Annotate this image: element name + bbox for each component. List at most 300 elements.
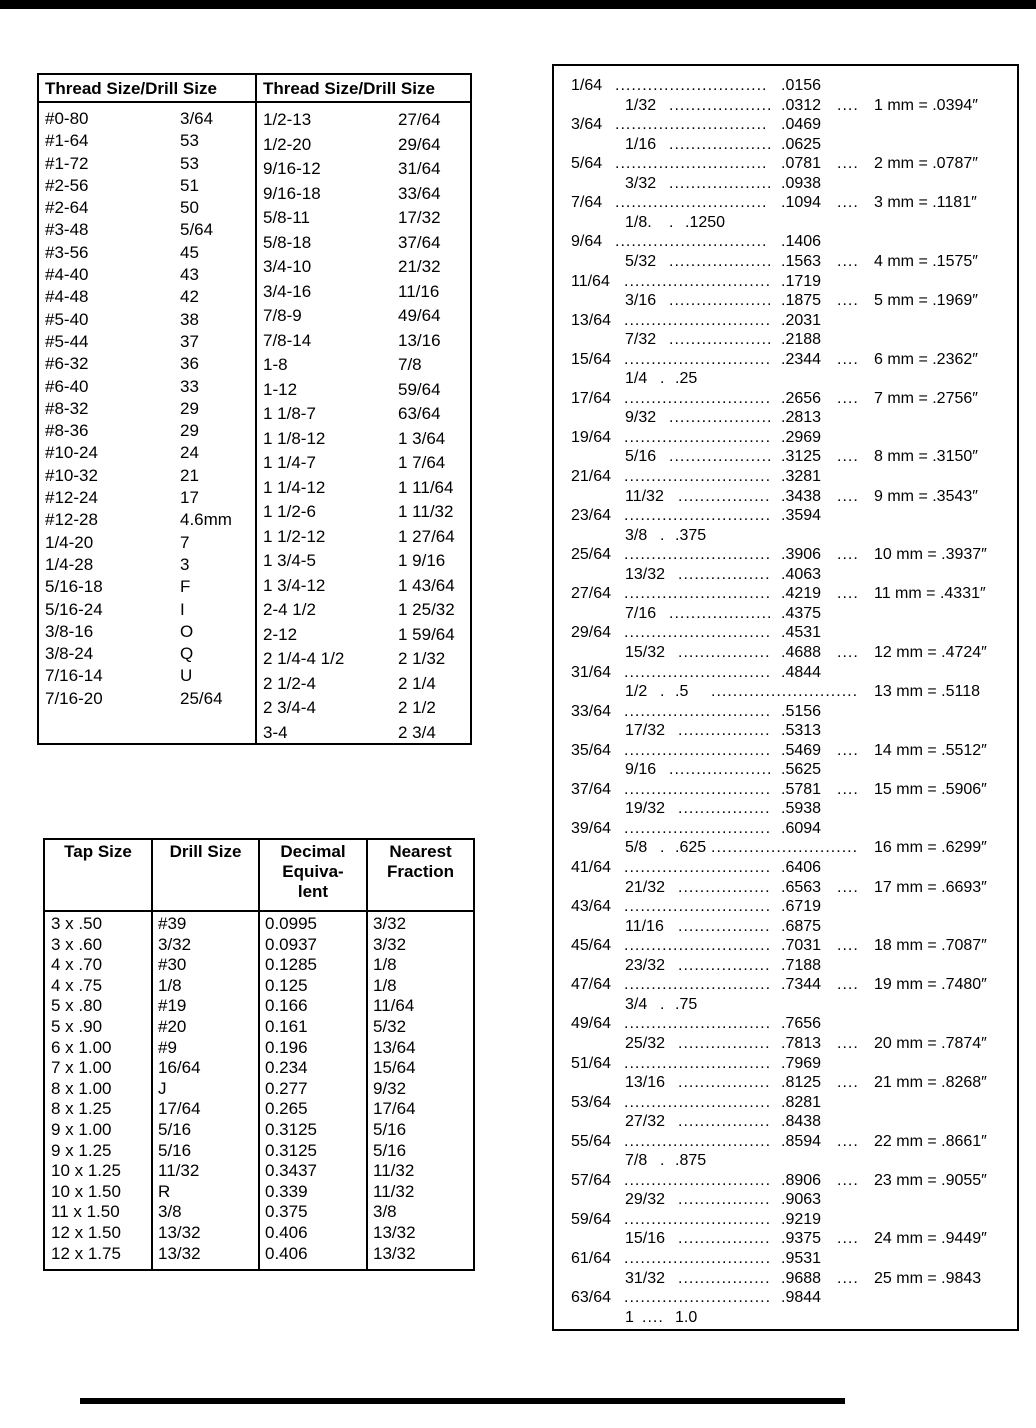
fraction-label: 23/64 [571,507,612,525]
dot-leader: ........................... [624,702,772,720]
thread-size-cell: 2 1/2-4 [263,673,316,693]
decimal-row [554,272,1019,292]
dot-leader: ................... [669,135,773,153]
decimal-row [554,838,1019,858]
thread-size-cell: #12-24 [45,488,98,508]
decimal-row [554,1249,1019,1269]
thread-size-cell: #4-40 [45,265,89,285]
decimal-value: .8281 [781,1093,822,1111]
dot-leader: ............................ [615,77,768,94]
fraction-label: 9/16 [625,761,657,779]
fraction-label: 1/4 [625,370,648,388]
fraction-label: 3/32 [625,174,657,192]
dot-leader: ........................... [624,780,772,798]
decimal-value: .375 [675,526,707,544]
thread-size-cell: 1 3/4-12 [263,575,326,595]
thread-drill-table [37,73,472,745]
decimal-value: .9219 [781,1210,822,1228]
tap-size-cell: 4 x .70 [51,955,103,975]
decimal-row [554,819,1019,839]
fraction-label: 3/16 [625,292,657,310]
metric-equivalent: 23 mm = .9055″ [874,1171,987,1189]
metric-equivalent: 20 mm = .7874″ [874,1034,987,1052]
fraction-label: 13/16 [625,1074,666,1092]
decimal-row [554,506,1019,526]
drill-size-cell: 21/32 [398,257,441,276]
decimal-equivalent-cell: 0.196 [265,1037,308,1057]
decimal-value: .5156 [781,702,822,720]
decimal-row [554,526,1019,546]
top-rule [0,0,1036,9]
decimal-value: .6719 [781,898,822,916]
thread-size-cell: 7/8-9 [263,306,302,325]
decimal-row [554,1308,1019,1328]
fraction-label: 17/32 [625,722,666,740]
thread-size-cell: 2-12 [263,624,298,644]
decimal-value: .1563 [781,252,822,270]
drill-size-cell: 1 9/16 [398,551,446,570]
fraction-label: 5/64 [571,155,603,173]
decimal-value: .5781 [781,780,822,798]
metric-equivalent: 8 mm = .3150″ [874,448,978,466]
decimal-row [554,643,1019,663]
dot-leader: ................. [678,1191,771,1209]
metric-equivalent: 6 mm = .2362″ [874,350,978,368]
decimal-row [554,858,1019,878]
thread-size-cell: #3-56 [45,242,89,262]
fraction-label: 1/16 [625,135,657,153]
fraction-label: 5/32 [625,252,657,270]
drill-size-cell: 25/64 [180,688,223,708]
tap-size-cell: 9 x 1.25 [51,1140,112,1160]
dot-leader: ................. [678,565,771,583]
drill-size-cell: O [180,621,194,641]
nearest-fraction-cell: 3/32 [373,914,407,933]
metric-equivalent: 25 mm = .9843 [874,1269,982,1287]
decimal-value: .4844 [781,663,822,681]
dot-leader: . [660,370,666,388]
decimal-row [554,584,1019,604]
decimal-row [554,1151,1019,1171]
dot-leader: ........................... [624,898,772,916]
decimal-row [554,1132,1019,1152]
fraction-label: 5/16 [625,448,657,466]
tap-size-cell: 7 x 1.00 [51,1058,112,1078]
decimal-value: .2813 [781,409,822,427]
dot-leader: ........................... [624,1210,772,1228]
drill-size-cell: 36 [180,354,199,374]
decimal-row [554,1034,1019,1054]
decimal-row [554,174,1019,194]
metric-equivalent: 18 mm = .7087″ [874,937,987,955]
dot-leader: ................. [678,722,771,740]
fraction-label: 35/64 [571,741,612,759]
thread-size-cell: 1/4-28 [45,554,94,574]
decimal-row [554,428,1019,448]
decimal-row [554,76,1019,96]
drill-size-cell: 1/8 [158,975,182,995]
drill-size-cell: 27/64 [398,110,441,129]
dot-leader: ............................ [615,116,768,134]
drill-size-cell: 37/64 [398,232,441,252]
drill-size-cell: 59/64 [398,379,441,399]
column-divider [258,840,260,1269]
decimal-row [554,1112,1019,1132]
bottom-rule [80,1398,845,1404]
drill-size-cell: 33 [180,376,199,396]
nearest-fraction-cell: 5/16 [373,1119,407,1139]
decimal-equivalent-cell: 0.3125 [265,1119,317,1139]
fraction-label: 49/64 [571,1015,612,1033]
drill-size-cell: 17/32 [398,208,441,227]
decimal-value: .8125 [781,1074,822,1092]
drill-size-cell: 1 11/32 [398,502,454,521]
decimal-value: .0781 [781,155,822,173]
header-decimal-equivalent [260,842,366,902]
dot-leader: ........................... [624,1289,772,1307]
decimal-value: .625 [675,839,707,857]
drill-size-cell: 17 [180,488,199,508]
decimal-equivalent-cell: 0.265 [265,1099,308,1119]
tap-size-cell: 3 x .50 [51,914,103,933]
drill-size-cell: 7/8 [398,355,422,374]
fraction-label: 27/32 [625,1113,666,1131]
decimal-equivalent-cell: 0.0937 [265,934,317,954]
decimal-value: .9375 [781,1230,822,1248]
thread-size-cell: 5/16-24 [45,599,103,619]
drill-size-cell: 53 [180,153,199,173]
dot-leader: . [660,1152,666,1170]
decimal-row [554,369,1019,389]
dot-leader: ................... [669,409,773,427]
thread-size-cell: 1 1/8-7 [263,404,316,423]
decimal-value: .1250 [685,213,726,231]
metric-tap-table [43,838,475,1271]
decimal-row [554,193,1019,213]
dot-leader: ................... [669,252,773,270]
nearest-fraction-cell: 5/16 [373,1140,407,1160]
fraction-label: 13/64 [571,311,612,329]
thread-size-cell: #12-28 [45,510,98,530]
fraction-label: 23/32 [625,956,666,974]
dot-leader: ................... [669,174,773,192]
drill-size-cell: 3/64 [180,109,214,128]
drill-size-cell: R [158,1181,171,1201]
fraction-label: 13/32 [625,565,666,583]
fraction-label: 3/64 [571,116,603,134]
thread-size-cell: #8-36 [45,421,89,441]
decimal-row [554,1054,1019,1074]
decimal-row [554,1093,1019,1113]
fraction-label: 51/64 [571,1054,612,1072]
header-line: Decimal [280,842,346,861]
fraction-label: 21/32 [625,878,666,896]
decimal-row [554,663,1019,683]
tap-size-cell: 12 x 1.75 [51,1243,121,1263]
fraction-label: 17/64 [571,389,612,407]
decimal-value: .75 [675,995,698,1013]
dot-leader: ........................... [624,428,772,446]
thread-size-cell: #1-72 [45,153,89,173]
fraction-label: 1/2 [625,683,648,701]
decimal-row [554,467,1019,487]
fraction-label: 1/64 [571,77,603,94]
decimal-equivalent-cell: 0.375 [265,1202,308,1222]
nearest-fraction-cell: 17/64 [373,1099,416,1119]
decimal-row [554,565,1019,585]
dot-leader: .... [837,585,859,603]
decimal-value: .3281 [781,468,822,485]
drill-size-cell: 33/64 [398,183,441,203]
dot-leader: ................. [678,643,771,661]
fraction-label: 55/64 [571,1132,612,1150]
decimal-row [554,1229,1019,1249]
decimal-value: .6875 [781,917,822,935]
drill-size-cell: 5/64 [180,220,214,240]
metric-equivalent: 22 mm = .8661″ [874,1132,987,1150]
decimal-row [554,760,1019,780]
fraction-label: 1 [625,1308,634,1326]
decimal-value: .2188 [781,331,822,349]
decimal-row [554,897,1019,917]
decimal-value: .6094 [781,819,822,837]
metric-equivalent: 2 mm = .0787″ [874,155,978,173]
dot-leader: ........................... [711,839,859,857]
tap-size-cell: 5 x .90 [51,1016,103,1036]
decimal-row [554,213,1019,233]
decimal-value: .3906 [781,546,822,564]
drill-size-column-right [398,108,455,745]
decimal-equivalent-column [265,914,317,1264]
drill-size-cell: 7 [180,532,190,552]
dot-leader: ........................... [624,468,772,485]
decimal-equivalent-cell: 0.0995 [265,914,317,933]
decimal-row [554,115,1019,135]
dot-leader: ................. [678,1230,771,1248]
fraction-label: 19/64 [571,428,612,446]
fraction-label: 41/64 [571,859,612,876]
dot-leader: ........................... [624,1054,772,1072]
drill-size-cell: 3/32 [158,934,192,954]
metric-equivalent: 15 mm = .5906″ [874,780,987,798]
decimal-equivalent-chart [552,64,1019,1331]
drill-size-cell: 5/16 [158,1140,192,1160]
metric-equivalent: 12 mm = .4724″ [874,643,987,661]
tap-size-cell: 6 x 1.00 [51,1037,112,1057]
fraction-label: 19/32 [625,800,666,818]
decimal-row [554,604,1019,624]
decimal-value: .5 [675,683,689,701]
dot-leader: ............................ [615,155,768,173]
thread-size-cell: 1 1/2-12 [263,526,326,546]
dot-leader: .... [837,878,859,896]
nearest-fraction-cell: 13/32 [373,1222,416,1242]
fraction-label: 15/16 [625,1230,666,1248]
decimal-value: .4219 [781,585,822,603]
thread-size-cell: 1/2-13 [263,110,312,129]
dot-leader: .... [837,1034,859,1052]
thread-size-cell: 1/4-20 [45,532,94,552]
fraction-label: 43/64 [571,898,612,916]
header-tap-size [45,842,151,862]
decimal-row [554,1190,1019,1210]
dot-leader: .... [837,1230,859,1248]
decimal-value: .4375 [781,604,822,622]
dot-leader: .... [837,741,859,759]
metric-equivalent: 14 mm = .5512″ [874,741,987,759]
thread-table-header-left: Thread Size/Drill Size [39,75,255,103]
dot-leader: ................... [669,604,773,622]
drill-size-cell: 2 1/4 [398,673,436,693]
drill-size-cell: 13/32 [158,1243,201,1263]
decimal-row [554,995,1019,1015]
dot-leader: ................. [678,1113,771,1131]
thread-size-cell: #8-32 [45,398,89,418]
decimal-value: .6563 [781,878,822,896]
dot-leader: .... [837,1074,859,1092]
decimal-row [554,799,1019,819]
nearest-fraction-cell: 15/64 [373,1058,416,1078]
decimal-row [554,1073,1019,1093]
thread-size-cell: #5-44 [45,331,89,351]
decimal-equivalent-cell: 0.1285 [265,955,317,975]
fraction-label: 25/32 [625,1034,666,1052]
decimal-value: .7969 [781,1054,822,1072]
decimal-row [554,1171,1019,1191]
tap-size-cell: 5 x .80 [51,996,103,1016]
dot-leader: .... [837,96,859,114]
decimal-value: .7188 [781,956,822,974]
drill-size-cell: 51 [180,175,199,195]
drill-size-cell: 4.6mm [180,510,232,530]
thread-size-cell: #1-64 [45,131,89,151]
dot-leader: .... [837,1269,859,1287]
dot-leader: ........................... [624,663,772,681]
decimal-row [554,917,1019,937]
nearest-fraction-cell: 5/32 [373,1016,407,1036]
fraction-label: 29/32 [625,1191,666,1209]
decimal-value: .7344 [781,976,822,994]
nearest-fraction-cell: 11/64 [373,996,415,1016]
fraction-label: 15/32 [625,643,666,661]
header-line: Nearest [389,842,452,861]
decimal-row [554,1288,1019,1308]
thread-size-cell: 7/16-20 [45,688,103,708]
decimal-row [554,311,1019,331]
thread-size-cell: 1 1/4-7 [263,453,316,472]
decimal-equivalent-cell: 0.277 [265,1078,308,1098]
fraction-label: 47/64 [571,976,612,994]
decimal-value: .7656 [781,1015,822,1033]
drill-size-cell: 13/32 [158,1222,201,1242]
drill-size-cell: 2 1/2 [398,698,436,717]
thread-size-cell: 7/16-14 [45,666,103,686]
metric-equivalent: 3 mm = .1181″ [874,194,977,212]
decimal-equivalent-cell: 0.166 [265,996,308,1016]
decimal-value: .0156 [781,77,822,94]
metric-equivalent: 11 mm = .4331″ [874,585,986,603]
fraction-label: 31/32 [625,1269,666,1287]
drill-size-cell: 2 3/4 [398,722,436,742]
nearest-fraction-cell: 13/32 [373,1243,416,1263]
dot-leader: .... [837,194,859,212]
dot-leader: ........................... [624,819,772,837]
dot-leader: ........................... [624,507,772,525]
decimal-row [554,623,1019,643]
drill-size-cell: 63/64 [398,404,441,423]
drill-size-cell: 3 [180,554,190,574]
decimal-value: .3125 [781,448,822,466]
metric-equivalent: 10 mm = .3937″ [874,546,987,564]
tap-size-cell: 8 x 1.25 [51,1099,112,1119]
dot-leader: ........................... [711,683,859,701]
drill-size-cell: 38 [180,309,199,329]
dot-leader: ................. [678,1269,771,1287]
decimal-value: .0312 [781,96,822,114]
fraction-label: 5/8 [625,839,648,857]
dot-leader: .... [837,252,859,270]
decimal-row [554,96,1019,116]
dot-leader: .... [837,487,859,505]
dot-leader: ........................... [624,546,772,564]
dot-leader: ........................... [624,311,772,329]
decimal-row [554,447,1019,467]
thread-size-column-left [45,108,103,710]
decimal-row [554,232,1019,252]
dot-leader: ........................... [624,585,772,603]
decimal-row [554,878,1019,898]
drill-size-cell: 1 59/64 [398,624,455,644]
dot-leader: . [669,213,675,231]
dot-leader: ............................ [615,233,768,251]
thread-size-cell: #6-40 [45,376,89,396]
thread-size-cell: 9/16-18 [263,183,321,203]
header-drill-size [153,842,258,862]
thread-size-cell: 2 1/4-4 1/2 [263,649,345,668]
decimal-row [554,1269,1019,1289]
drill-size-cell: #9 [158,1037,177,1057]
drill-size-cell: 17/64 [158,1099,201,1119]
drill-size-cell: 29 [180,421,199,441]
fraction-label: 15/64 [571,350,612,368]
dot-leader: ................. [678,917,771,935]
decimal-value: .3594 [781,507,822,525]
decimal-value: .9063 [781,1191,822,1209]
drill-size-column [158,914,201,1264]
dot-leader: ........................... [624,741,772,759]
tap-size-cell: 4 x .75 [51,975,103,995]
fraction-label: 9/32 [625,409,657,427]
decimal-row [554,291,1019,311]
fraction-label: 31/64 [571,663,612,681]
tap-size-cell: 3 x .60 [51,934,103,954]
fraction-label: 3/8 [625,526,648,544]
header-line: Tap Size [64,842,132,861]
drill-size-cell: 16/64 [158,1058,201,1078]
drill-size-cell: U [180,666,193,686]
metric-equivalent: 19 mm = .7480″ [874,976,987,994]
drill-size-cell: J [158,1078,167,1098]
drill-size-cell: I [180,599,185,619]
decimal-value: .9844 [781,1289,822,1307]
metric-equivalent: 17 mm = .6693″ [874,878,987,896]
fraction-label: 63/64 [571,1289,612,1307]
header-divider [45,910,473,912]
fraction-label: 29/64 [571,624,612,642]
decimal-value: .8906 [781,1171,822,1189]
thread-size-cell: 1/2-20 [263,134,312,154]
column-divider [151,840,153,1269]
